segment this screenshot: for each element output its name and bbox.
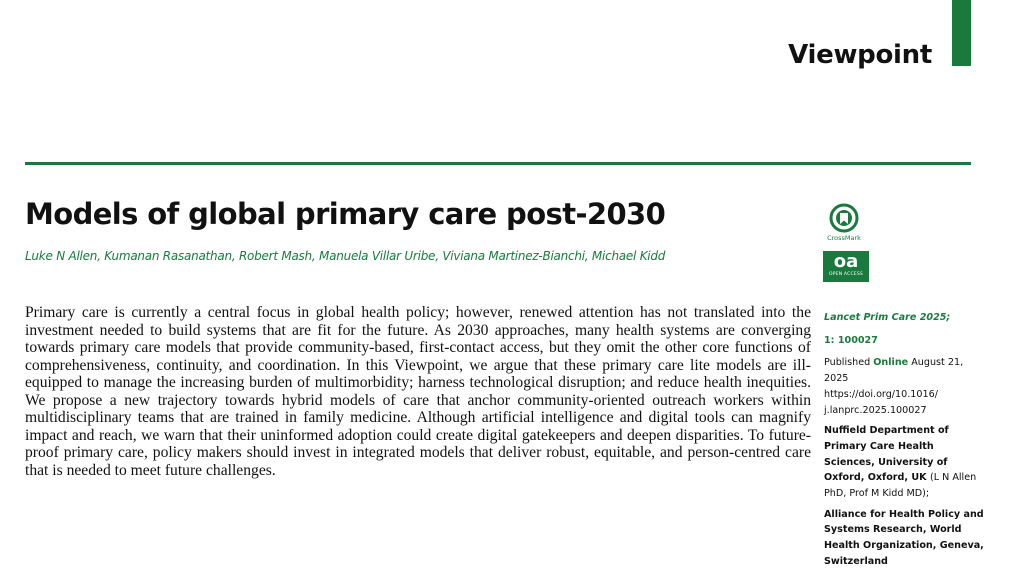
affiliation-1-authors: (L N Allen PhD, Prof M Kidd MD); [824,472,977,500]
abstract: Primary care is currently a central focus in global health policy; however, renewed attention has not translated into the investment needed to build systems that are fit for the future. As 2030 approaches, many health systems are converging towards primary care models that provide community-based, first-contact access, but they omit the other core functions of comprehensiveness, continuity, and coordination. In this Viewpoint, we argue that these primary care lite models are ill-equipped to manage the increasing burden of multimorbidity; harness technological disruption; and reduce health inequities. We propose a new trajectory towards hybrid models of care that anchor community-oriented outreach workers within multidisciplinary teams that are trained in family medicine. Although artificial intelligence and digital tools can magnify impact and reach, we warn that their uninformed adoption could create digital gatekeepers and deepen disparities. To future-proof primary care, policy makers should invest in integrated models that deliver robust, equitable, and person-centred care that is needed to meet future challenges. [25,304,811,479]
publication-date [824,355,984,386]
published-date: August 21, 2025 [824,357,964,385]
published-online: Online [873,357,909,369]
journal-citation: Lancet Prim Care 2025; [824,312,951,323]
affiliation-1-name: Nuffield Department of Primary Care Health Sciences, University of Oxford, Oxford, UK [824,425,949,484]
crossmark-label: CrossMark [827,234,861,242]
affiliation-2: Alliance for Health Policy and Systems Research, World Health Organization, Geneva, Switzerland [824,508,984,567]
section-label: Viewpoint [788,40,932,70]
article-info-sidebar [824,310,984,570]
crossmark-icon [829,203,859,233]
section-accent-bar [952,0,971,66]
article-title: Models of global primary care post-2030 [25,197,666,231]
oa-label: oa [833,251,859,272]
open-access-badge [823,251,869,282]
affiliation-1 [824,423,984,502]
header-rule [25,162,971,165]
oa-sublabel: OPEN ACCESS [829,272,863,277]
doi-link[interactable]: https://doi.org/10.1016/ j.lanprc.2025.100027 [824,388,938,416]
crossmark-badge[interactable] [822,203,866,242]
author-list[interactable]: Luke N Allen, Kumanan Rasanathan, Robert Mash, Manuela Villar Uribe, Viviana Martinez-Bianchi, Michael Kidd [25,249,666,263]
journal-volume: 1: 100027 [824,334,878,346]
published-prefix: Published [824,357,871,369]
